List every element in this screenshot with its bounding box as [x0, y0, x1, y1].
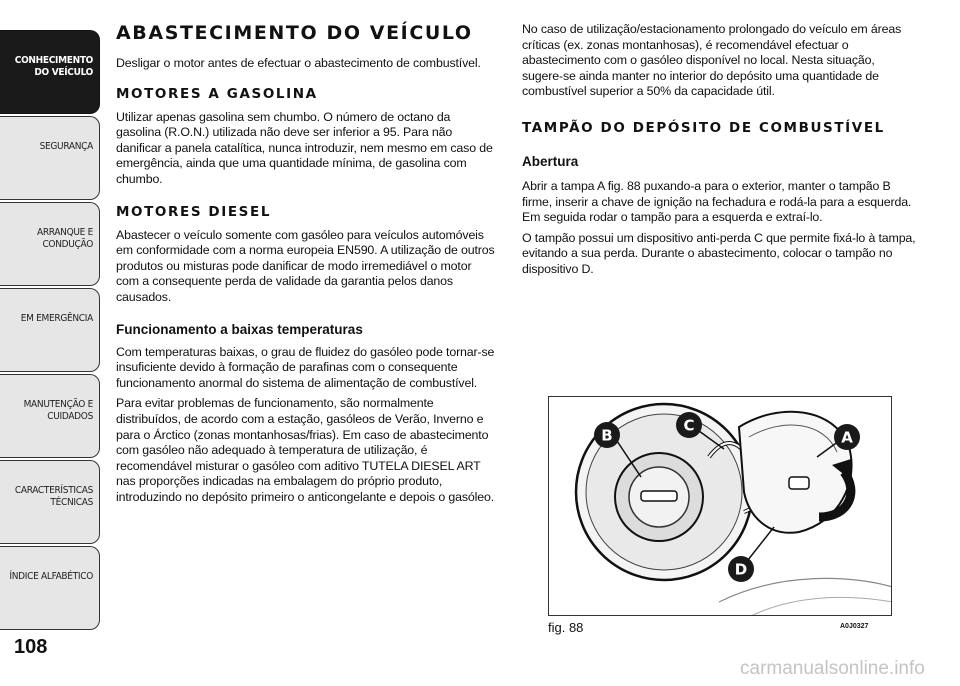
label-a-badge [834, 424, 860, 450]
fuel-cap-lock [641, 491, 677, 501]
label-d-badge [728, 556, 754, 582]
low-temperature-paragraph-2: Para evitar problemas de funcionamento, são normalmente distribuídos, de acordo com a estação, gasóleos de Verão, Inverno e para o Árctico (zonas montanhosas/frias). Em caso de abastecimento com gasóleo não adequado à temperatura de utilização, é recomendável misturar o gasóleo com aditivo TUTELA DIESEL ART nas proporções indicadas na embalagem do próprio produto, introduzindo no depósito primeiro o anticongelante e depois o gasóleo. [116, 396, 495, 504]
label-a: A [841, 428, 853, 447]
tab-arranque-e-conducao[interactable] [0, 202, 100, 286]
watermark: carmanualsonline.info [740, 658, 925, 679]
label-d: D [734, 560, 748, 579]
cap-holder-d [789, 477, 809, 489]
intro-paragraph: Desligar o motor antes de efectuar o abastecimento de combustível. [116, 56, 481, 70]
gasoline-paragraph: Utilizar apenas gasolina sem chumbo. O número de octano da gasolina (R.O.N.) utilizada não deve ser inferior a 95. Para não danificar a panela catalítica, nunca introduzir, nem mesmo em caso de emergência, ainda que uma quantidade mínima, de gasolina com chumbo. [116, 109, 493, 186]
label-b-badge [594, 422, 620, 448]
tab-caracteristicas-tecnicas[interactable] [0, 460, 100, 544]
prolonged-use-paragraph: No caso de utilização/estacionamento prolongado do veículo em áreas críticas (ex. zonas montanhosas), é recomendável efectuar o abastecimento com o gasóleo disponível no local. Nesta situação, sugere-se ainda manter no interior do depósito uma quantidade de combustível superior a 50% da capacidade útil. [522, 22, 902, 99]
opening-paragraph-1: Abrir a tampa A fig. 88 puxando-a para o exterior, manter o tampão B firme, inserir a chave de ignição na fechadura e rodá-la para a esquerda. Em seguida rodar o tampão para a esquerda e extraí-lo. [522, 178, 912, 225]
fuel-cap-drawing [549, 397, 892, 616]
tab-label: CARACTERÍSTICAS TÉCNICAS [14, 485, 93, 508]
label-b: B [601, 426, 613, 445]
figure-fuel-cap-illustration [548, 396, 892, 616]
label-c: C [683, 416, 695, 435]
tab-label: CONHECIMENTO DO VEÍCULO [14, 55, 93, 78]
tab-label: SEGURANÇA [39, 141, 93, 152]
tab-label: ÍNDICE ALFABÉTICO [9, 571, 93, 582]
diesel-paragraph: Abastecer o veículo somente com gasóleo para veículos automóveis em conformidade com a norma europeia EN590. A utilização de outros produtos ou misturas pode danificar de modo irremediável o motor com a consequente perda de validade da garantia pelos danos causados. [116, 227, 495, 304]
page-number: 108 [14, 636, 48, 658]
left-column [116, 0, 496, 505]
tab-seguranca[interactable] [0, 116, 100, 200]
tab-label: ARRANQUE E CONDUÇÃO [36, 227, 93, 250]
figure-caption: fig. 88 [548, 620, 584, 635]
tab-label: MANUTENÇÃO E CUIDADOS [23, 399, 93, 422]
figure-code: A0J0327 [840, 623, 869, 630]
tab-conhecimento-do-veiculo[interactable] [0, 30, 100, 114]
opening-paragraph-2: O tampão possui um dispositivo anti-perda C que permite fixá-lo à tampa, evitando a sua perda. Durante o abastecimento, colocar o tampão no dispositivo D. [522, 230, 916, 276]
page-title: ABASTECIMENTO DO VEÍCULO [116, 22, 473, 44]
sidebar-chapter-tabs [0, 0, 100, 640]
body-panel-line-2 [749, 597, 892, 616]
diesel-heading: MOTORES DIESEL [116, 203, 272, 220]
tab-label: EM EMERGÊNCIA [20, 313, 93, 324]
low-temperature-heading: Funcionamento a baixas temperaturas [116, 321, 363, 337]
tab-indice-alfabetico[interactable] [0, 546, 100, 630]
right-column [522, 0, 917, 278]
tab-em-emergencia[interactable] [0, 288, 100, 372]
label-c-badge [676, 412, 702, 438]
low-temperature-paragraph-1: Com temperaturas baixas, o grau de fluidez do gasóleo pode tornar-se insuficiente devido à formação de parafinas com o consequente funcionamento anormal do sistema de alimentação de combustível. [116, 344, 495, 390]
tab-manutencao-e-cuidados[interactable] [0, 374, 100, 458]
fuel-cap-heading: TAMPÃO DO DEPÓSITO DE COMBUSTÍVEL [522, 119, 885, 136]
opening-heading: Abertura [522, 153, 579, 169]
gasoline-heading: MOTORES A GASOLINA [116, 85, 318, 102]
